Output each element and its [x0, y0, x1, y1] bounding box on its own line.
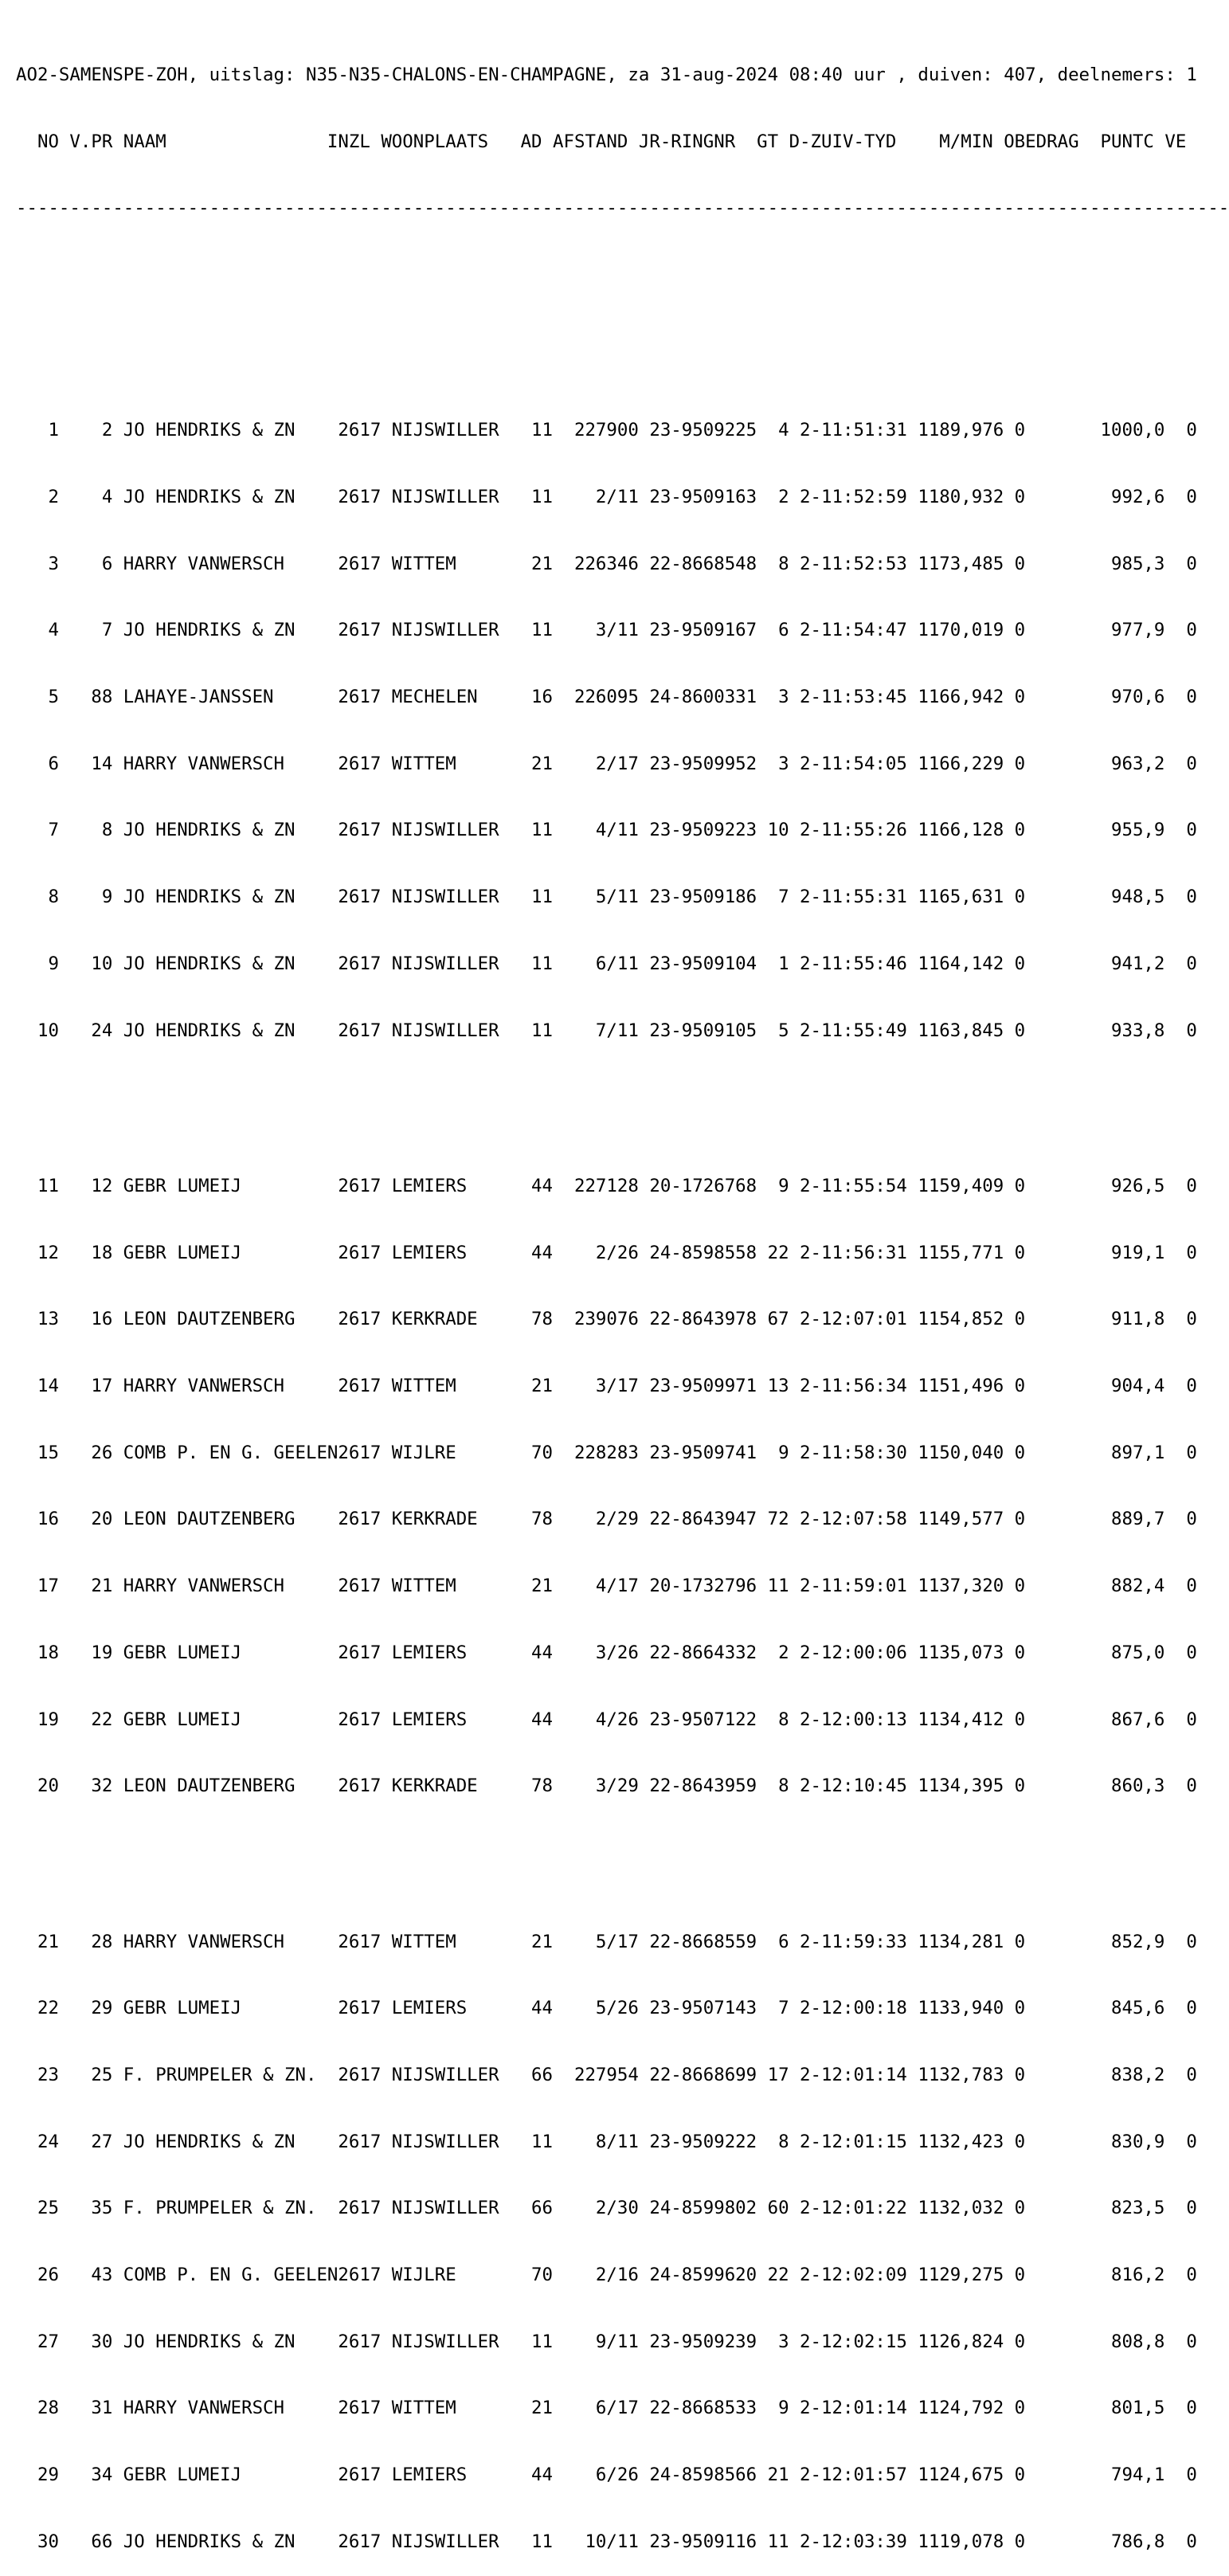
result-row: 11 12 GEBR LUMEIJ 2617 LEMIERS 44 227128 20-1726768 9 2-11:55:54 1159,409 0 926,5 0 [16, 1175, 1197, 1196]
result-row: 25 35 F. PRUMPELER & ZN. 2617 NIJSWILLER 66 2/30 24-8599802 60 2-12:01:22 1132,032 0 823,5 0 [16, 2198, 1197, 2219]
result-row: 21 28 HARRY VANWERSCH 2617 WITTEM 21 5/17 22-8668559 6 2-11:59:33 1134,281 0 852,9 0 [16, 1931, 1197, 1952]
result-row: 30 66 JO HENDRIKS & ZN 2617 NIJSWILLER 11 10/11 23-9509116 11 2-12:03:39 1119,078 0 786,8 0 [16, 2531, 1197, 2552]
result-row: 10 24 JO HENDRIKS & ZN 2617 NIJSWILLER 11 7/11 23-9509105 5 2-11:55:49 1163,845 0 933,8 0 [16, 1020, 1197, 1041]
result-row: 16 20 LEON DAUTZENBERG 2617 KERKRADE 78 2/29 22-8643947 72 2-12:07:58 1149,577 0 889,7 0 [16, 1509, 1197, 1530]
result-row: 1 2 JO HENDRIKS & ZN 2617 NIJSWILLER 11 227900 23-9509225 4 2-11:51:31 1189,976 0 1000,0 0 [16, 420, 1197, 441]
result-row: 24 27 JO HENDRIKS & ZN 2617 NIJSWILLER 11 8/11 23-9509222 8 2-12:01:15 1132,423 0 830,9 0 [16, 2131, 1197, 2152]
column-header-line: NO V.PR NAAM INZL WOONPLAATS AD AFSTAND JR-RINGNR GT D-ZUIV-TYD M/MIN OBEDRAG PUNTC VE [16, 131, 1187, 152]
result-row: 9 10 JO HENDRIKS & ZN 2617 NIJSWILLER 11 6/11 23-9509104 1 2-11:55:46 1164,142 0 941,2 0 [16, 953, 1197, 974]
result-row: 20 32 LEON DAUTZENBERG 2617 KERKRADE 78 3/29 22-8643959 8 2-12:10:45 1134,395 0 860,3 0 [16, 1775, 1197, 1797]
result-row: 18 19 GEBR LUMEIJ 2617 LEMIERS 44 3/26 22-8664332 2 2-12:00:06 1135,073 0 875,0 0 [16, 1642, 1197, 1663]
report-title-line: AO2-SAMENSPE-ZOH, uitslag: N35-N35-CHALONS-EN-CHAMPAGNE, za 31-aug-2024 08:40 uur , duiven: 407, deelnemers: 1 [16, 64, 1197, 85]
result-row: 17 21 HARRY VANWERSCH 2617 WITTEM 21 4/17 20-1732796 11 2-11:59:01 1137,320 0 882,4 0 [16, 1576, 1197, 1597]
result-row: 26 43 COMB P. EN G. GEELEN2617 WIJLRE 70 2/16 24-8599620 22 2-12:02:09 1129,275 0 816,2 0 [16, 2265, 1197, 2286]
result-row: 13 16 LEON DAUTZENBERG 2617 KERKRADE 78 239076 22-8643978 67 2-12:07:01 1154,852 0 911,8 0 [16, 1309, 1197, 1330]
result-row: 29 34 GEBR LUMEIJ 2617 LEMIERS 44 6/26 24-8598566 21 2-12:01:57 1124,675 0 794,1 0 [16, 2464, 1197, 2486]
result-row: 8 9 JO HENDRIKS & ZN 2617 NIJSWILLER 11 5/11 23-9509186 7 2-11:55:31 1165,631 0 948,5 0 [16, 887, 1197, 908]
blank-line [16, 1086, 1229, 1109]
result-row: 15 26 COMB P. EN G. GEELEN2617 WIJLRE 70 228283 23-9509741 9 2-11:58:30 1150,040 0 897,1 0 [16, 1442, 1197, 1463]
results-report [16, 20, 1229, 2576]
blank-line [16, 1842, 1229, 1865]
result-row: 14 17 HARRY VANWERSCH 2617 WITTEM 21 3/17 23-9509971 13 2-11:56:34 1151,496 0 904,4 0 [16, 1375, 1197, 1396]
result-row: 6 14 HARRY VANWERSCH 2617 WITTEM 21 2/17 23-9509952 3 2-11:54:05 1166,229 0 963,2 0 [16, 753, 1197, 774]
result-row: 22 29 GEBR LUMEIJ 2617 LEMIERS 44 5/26 23-9507143 7 2-12:00:18 1133,940 0 845,6 0 [16, 1998, 1197, 2019]
result-row: 3 6 HARRY VANWERSCH 2617 WITTEM 21 226346 22-8668548 8 2-11:52:53 1173,485 0 985,3 0 [16, 553, 1197, 574]
result-row: 19 22 GEBR LUMEIJ 2617 LEMIERS 44 4/26 23-9507122 8 2-12:00:13 1134,412 0 867,6 0 [16, 1709, 1197, 1730]
result-row: 7 8 JO HENDRIKS & ZN 2617 NIJSWILLER 11 4/11 23-9509223 10 2-11:55:26 1166,128 0 955,9 0 [16, 820, 1197, 841]
result-row: 27 30 JO HENDRIKS & ZN 2617 NIJSWILLER 11 9/11 23-9509239 3 2-12:02:15 1126,824 0 808,8 0 [16, 2331, 1197, 2352]
blank-line [16, 264, 1229, 287]
result-row: 4 7 JO HENDRIKS & ZN 2617 NIJSWILLER 11 3/11 23-9509167 6 2-11:54:47 1170,019 0 977,9 0 [16, 620, 1197, 641]
result-row: 2 4 JO HENDRIKS & ZN 2617 NIJSWILLER 11 2/11 23-9509163 2 2-11:52:59 1180,932 0 992,6 0 [16, 486, 1197, 507]
result-row: 23 25 F. PRUMPELER & ZN. 2617 NIJSWILLER 66 227954 22-8668699 17 2-12:01:14 1132,783 0 838,2 0 [16, 2064, 1197, 2085]
result-row: 28 31 HARRY VANWERSCH 2617 WITTEM 21 6/17 22-8668533 9 2-12:01:14 1124,792 0 801,5 0 [16, 2398, 1197, 2419]
blank-line [16, 331, 1229, 354]
result-row: 5 88 LAHAYE-JANSSEN 2617 MECHELEN 16 226095 24-8600331 3 2-11:53:45 1166,942 0 970,6 0 [16, 687, 1197, 708]
result-row: 12 18 GEBR LUMEIJ 2617 LEMIERS 44 2/26 24-8598558 22 2-11:56:31 1155,771 0 919,1 0 [16, 1242, 1197, 1263]
separator-line: ----------------------------------------------------------------------------------------------------------------- [16, 198, 1229, 219]
